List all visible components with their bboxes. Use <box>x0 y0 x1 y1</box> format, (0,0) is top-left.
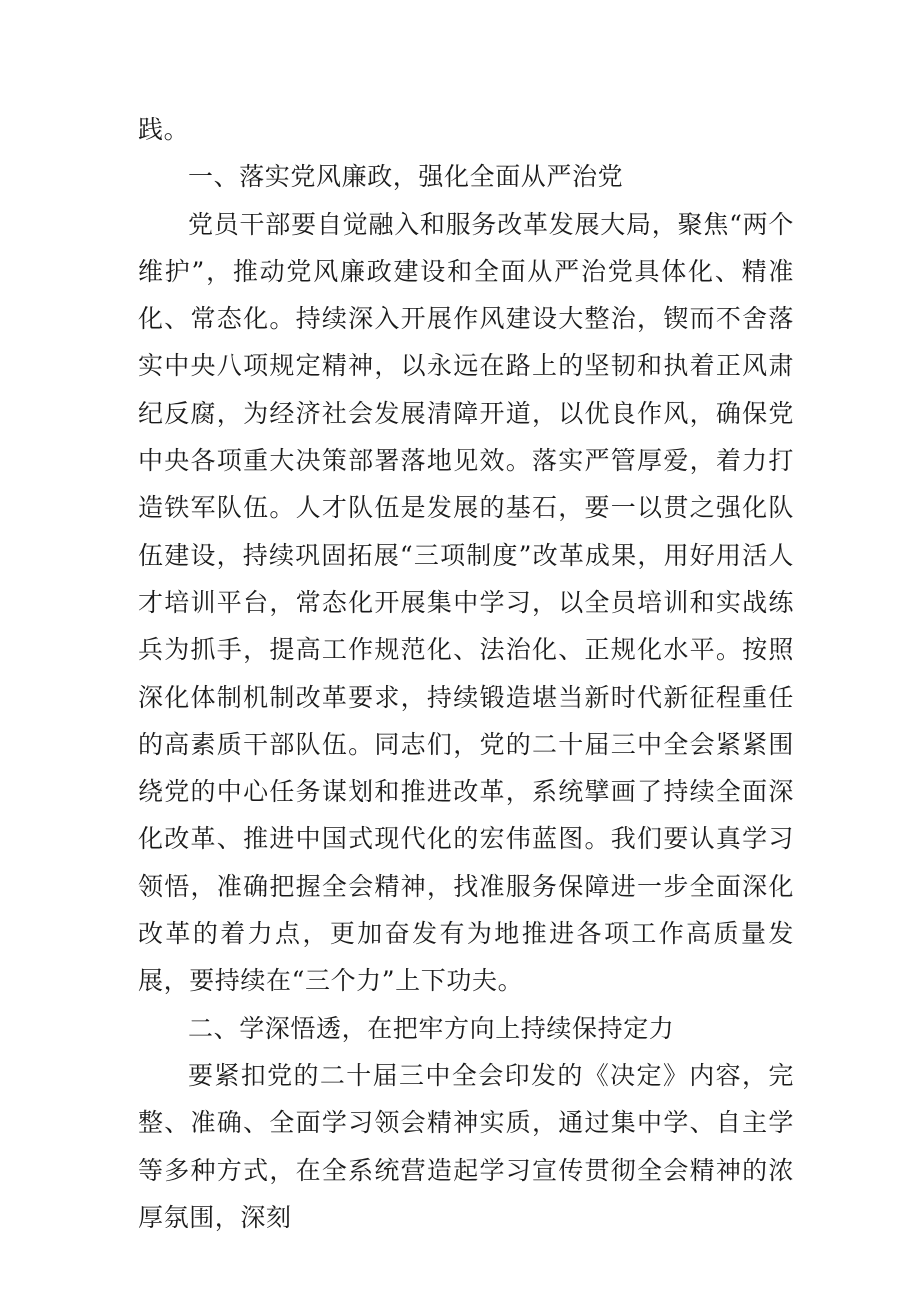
paragraph-continuation: 践。 <box>138 115 190 144</box>
section-heading-2: 二、学深悟透，在把牢方向上持续保持定力 <box>188 1013 675 1043</box>
document-body <box>138 106 794 1241</box>
body-paragraph-1: 党员干部要自觉融入和服务改革发展大局，聚焦“两个维护”，推动党风廉政建设和全面从严治党具体化、精准化、常态化。持续深入开展作风建设大整治，锲而不舍落实中央八项规定精神，以永远在路上的坚韧和执着正风肃纪反腐，为经济社会发展清障开道，以优良作风，确保党中央各项重大决策部署落地见效。落实严管厚爱，着力打造铁军队伍。人才队伍是发展的基石，要一以贯之强化队伍建设，持续巩固拓展“三项制度”改革成果，用好用活人才培训平台，常态化开展集中学习，以全员培训和实战练兵为抓手，提高工作规范化、法治化、正规化水平。按照深化体制机制改革要求，持续锻造堪当新时代新征程重任的高素质干部队伍。同志们，党的二十届三中全会紧紧围绕党的中心任务谋划和推进改革，系统擘画了持续全面深化改革、推进中国式现代化的宏伟蓝图。我们要认真学习领悟，准确把握全会精神，找准服务保障进一步全面深化改革的着力点，更加奋发有为地推进各项工作高质量发展，要持续在“三个力”上下功夫。 <box>138 209 794 996</box>
body-paragraph-2: 要紧扣党的二十届三中全会印发的《决定》内容，完整、准确、全面学习领会精神实质，通过集中学、自主学等多种方式，在全系统营造起学习宣传贯彻全会精神的浓厚氛围，深刻 <box>138 1060 794 1232</box>
section-heading-1: 一、落实党风廉政，强化全面从严治党 <box>188 162 624 192</box>
